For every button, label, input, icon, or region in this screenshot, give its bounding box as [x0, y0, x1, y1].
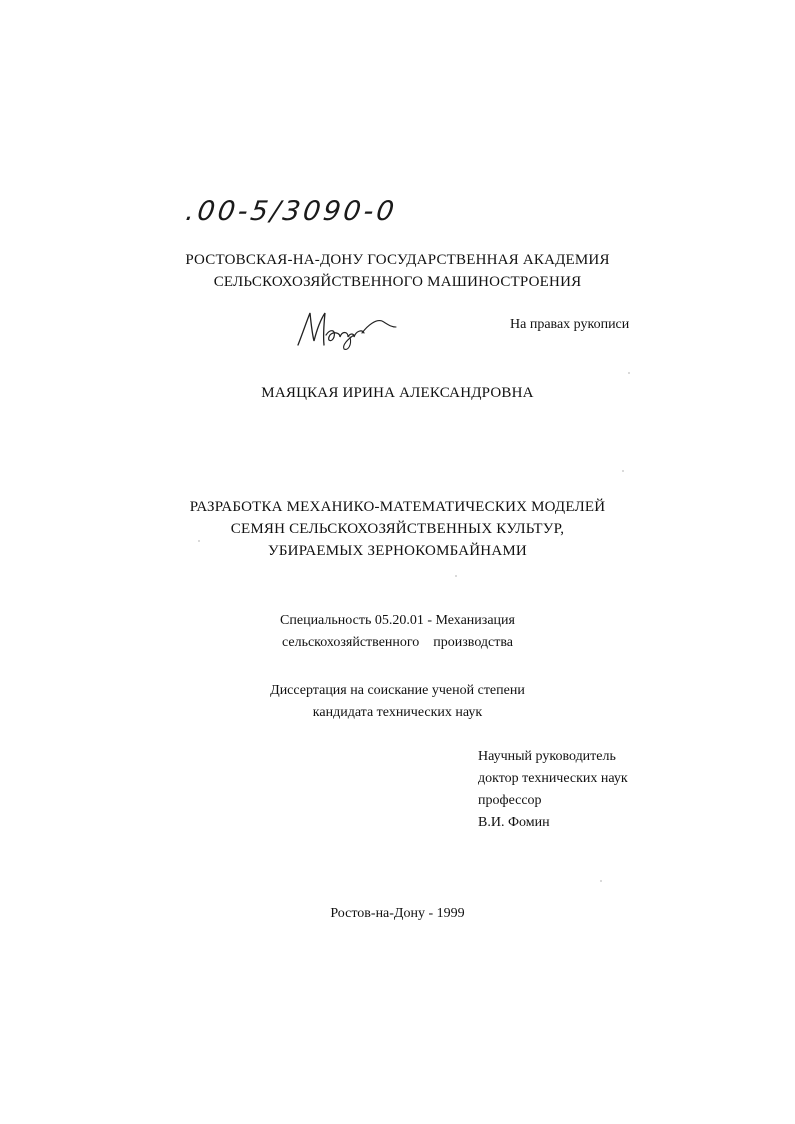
- degree-block: [0, 680, 795, 724]
- supervisor-block: [478, 746, 628, 834]
- scan-speck: [600, 880, 602, 882]
- handwritten-registry-number: .00-5/3090-0: [183, 196, 399, 227]
- supervisor-line-3: профессор: [478, 793, 542, 808]
- supervisor-line-4: В.И. Фомин: [478, 815, 550, 830]
- city-year: Ростов-на-Дону - 1999: [330, 906, 465, 921]
- dissertation-title: [0, 496, 795, 562]
- degree-line-2: кандидата технических наук: [312, 705, 483, 720]
- supervisor-line-2: доктор технических наук: [478, 771, 628, 786]
- author-name: МАЯЦКАЯ ИРИНА АЛЕКСАНДРОВНА: [261, 385, 534, 401]
- academy-line-2: СЕЛЬСКОХОЗЯЙСТВЕННОГО МАШИНОСТРОЕНИЯ: [213, 274, 582, 290]
- scan-speck: [628, 372, 630, 374]
- title-line-1: РАЗРАБОТКА МЕХАНИКО-МАТЕМАТИЧЕСКИХ МОДЕЛЕЙ: [189, 499, 606, 515]
- title-line-3: УБИРАЕМЫХ ЗЕРНОКОМБАЙНАМИ: [268, 543, 527, 559]
- degree-line-1: Диссертация на соискание ученой степени: [270, 683, 525, 698]
- manuscript-rights-note: На правах рукописи: [510, 317, 630, 332]
- scan-speck: [455, 575, 457, 577]
- title-line-2: СЕМЯН СЕЛЬСКОХОЗЯЙСТВЕННЫХ КУЛЬТУР,: [230, 521, 565, 537]
- signature-icon: [292, 305, 402, 353]
- specialty-block: [0, 610, 795, 654]
- specialty-line-1: Специальность 05.20.01 - Механизация: [280, 613, 515, 628]
- specialty-line-2: сельскохозяйственного производства: [281, 635, 514, 650]
- academy-name: [0, 249, 795, 293]
- supervisor-line-1: Научный руководитель: [478, 749, 616, 764]
- scan-speck: [198, 540, 200, 542]
- academy-line-1: РОСТОВСКАЯ-НА-ДОНУ ГОСУДАРСТВЕННАЯ АКАДЕМИЯ: [185, 252, 610, 268]
- scan-speck: [622, 470, 624, 472]
